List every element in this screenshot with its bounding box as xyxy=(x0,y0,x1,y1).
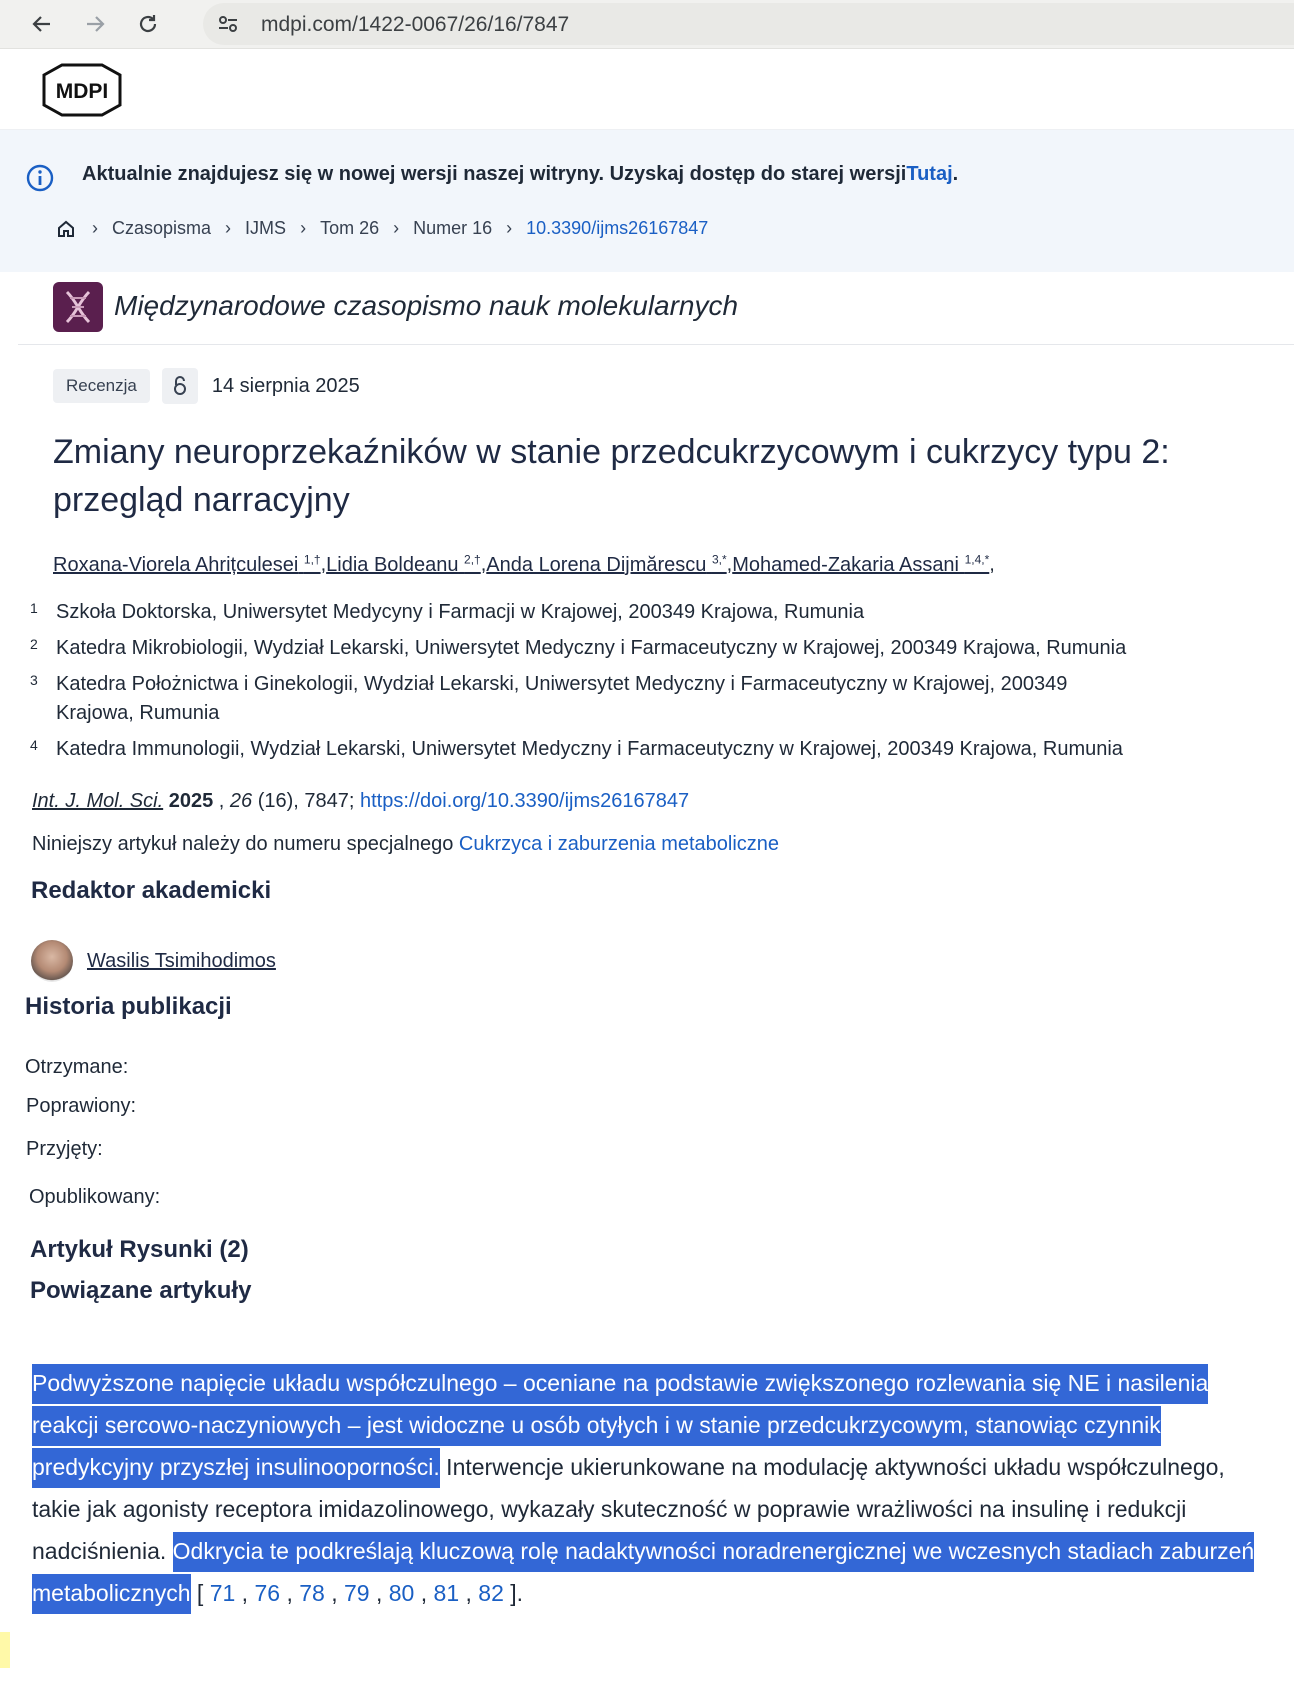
article-title: Zmiany neuroprzekaźników w stanie przedcukrzycowym i cukrzycy typu 2: przegląd narracyjny xyxy=(53,433,1170,519)
chevron-right-icon: › xyxy=(300,218,307,238)
history-published: Opublikowany: xyxy=(29,1186,161,1208)
selected-text: Podwyższone napięcie układu współczulnego – oceniane na podstawie zwiększonego rozlewania się NE i nasilenia reakcji sercowo-naczyniowych – jest widoczne u osób otyłych i w stanie przedcukrzycowym, stanowiąc czynnik predykcyjny przyszłej insulinooporności. xyxy=(32,1364,1208,1488)
breadcrumb-journals[interactable]: Czasopisma xyxy=(112,218,212,238)
affiliation-item: 4 Katedra Immunologii, Wydział Lekarski, Uniwersytet Medyczny i Farmaceutyczny w Krajowej, 200349 Krajowa, Rumunia xyxy=(30,737,1123,760)
publication-date: 14 sierpnia 2025 xyxy=(211,374,360,397)
notice-text: Aktualnie znajdujesz się w nowej wersji naszej witryny. Uzyskaj dostęp do starej wersjiTutaj. xyxy=(82,163,959,185)
forward-button[interactable] xyxy=(79,8,111,40)
affiliation-item: 1 Szkoła Doktorska, Uniwersytet Medycyny i Farmacji w Krajowej, 200349 Krajowa, Rumunia xyxy=(30,600,865,623)
reference-link[interactable]: 79 xyxy=(344,1580,370,1606)
history-accepted: Przyjęty: xyxy=(26,1138,103,1160)
breadcrumb-volume[interactable]: Tom 26 xyxy=(320,218,380,238)
site-settings-icon[interactable] xyxy=(217,13,239,40)
editor-name-link[interactable]: Wasilis Tsimihodimos xyxy=(87,949,276,972)
article-figures-link[interactable]: Artykuł Rysunki (2) xyxy=(30,1236,249,1263)
author-link[interactable]: Lidia Boldeanu $^{2,\dagger}$ xyxy=(326,552,481,576)
side-marker xyxy=(0,1632,10,1668)
browser-toolbar xyxy=(0,0,1294,49)
reference-link[interactable]: 76 xyxy=(254,1580,281,1606)
reload-button[interactable] xyxy=(132,8,164,40)
reference-link[interactable]: 80 xyxy=(388,1580,415,1606)
url-text[interactable]: mdpi.com/1422-0067/26/16/7847 xyxy=(261,13,570,36)
breadcrumb-ijms[interactable]: IJMS xyxy=(245,218,287,238)
chevron-right-icon: › xyxy=(506,218,513,238)
body-paragraph: Podwyższone napięcie układu współczulnego – oceniane na podstawie zwiększonego rozlewania się NE i nasilenia reakcji sercowo-naczyniowych – jest widoczne u osób otyłych i w stanie przedcukrzycowym, stanowiąc czynnik predykcyjny przyszłej insulinooporności. Interwencje ukierunkowane na modulację aktywności układu współczulnego, takie jak agonisty receptora imidazolinowego, wykazały skuteczność w poprawie wrażliwości na insulinę i redukcji nadciśnienia. Odkrycia te podkreślają kluczową rolę nadaktywności noradrenergicznej we wczesnych stadiach zaburzeń metabolicznych [ 71 , 76 , 78 , 79 , 80 , 81 , 82 ]. xyxy=(32,1362,1272,1614)
reload-icon xyxy=(137,13,159,35)
breadcrumb xyxy=(56,218,708,239)
home-icon[interactable] xyxy=(56,219,76,239)
site-header xyxy=(0,49,1294,130)
citation-line: Int. J. Mol. Sci. 2025 , 26 (16), 7847; https://doi.org/10.3390/ijms26167847 xyxy=(32,790,690,812)
editor-row xyxy=(31,940,276,982)
history-revised: Poprawiony: xyxy=(26,1095,137,1117)
affiliation-item: 2 Katedra Mikrobiologii, Wydział Lekarski, Uniwersytet Medyczny i Farmaceutyczny w Krajowej, 200349 Krajowa, Rumunia xyxy=(30,636,1127,659)
article-type-badge: Recenzja xyxy=(53,369,150,403)
special-issue-link[interactable]: Cukrzyca i zaburzenia metaboliczne xyxy=(458,833,780,855)
special-issue-line: Niniejszy artykuł należy do numeru specjalnego Cukrzyca i zaburzenia metaboliczne xyxy=(32,833,780,855)
journal-name[interactable]: Międzynarodowe czasopismo nauk molekularnych xyxy=(114,290,739,321)
author-link[interactable]: Anda Lorena Dijmărescu $^{3,*}$ xyxy=(486,552,727,576)
back-button[interactable] xyxy=(26,8,58,40)
affiliations xyxy=(28,598,1278,771)
dna-icon[interactable] xyxy=(53,282,103,332)
article-meta-tags xyxy=(53,368,360,404)
reference-link[interactable]: 71 xyxy=(209,1580,236,1606)
chevron-right-icon: › xyxy=(92,218,98,238)
publication-history-heading: Historia publikacji xyxy=(25,993,232,1020)
affiliation-item: 3 Katedra Położnictwa i Ginekologii, Wydział Lekarski, Uniwersytet Medyczny i Farmaceutyczny w Krajowej, 200349 Krajowa, Rumunia xyxy=(30,672,1068,724)
reference-link[interactable]: 82 xyxy=(478,1580,504,1606)
journal-bar xyxy=(18,272,1294,345)
journal-abbrev-link[interactable]: Int. J. Mol. Sci. xyxy=(32,790,164,812)
academic-editor-heading: Redaktor akademicki xyxy=(31,877,272,904)
svg-text:MDPI: MDPI xyxy=(55,80,109,103)
mdpi-logo[interactable] xyxy=(40,61,124,122)
breadcrumb-doi[interactable]: 10.3390/ijms26167847 xyxy=(526,218,709,238)
address-bar[interactable] xyxy=(203,3,1294,45)
author-list: Roxana-Viorela Ahrițculesei $^{1,\dagger}$,Lidia Boldeanu $^{2,\dagger}$,Anda Lorena Dijmărescu $^{3,*}$,Mohamed-Zakaria Assani $^{1,4,*}$, xyxy=(53,552,995,576)
author-link[interactable]: Mohamed-Zakaria Assani $^{1,4,*}$ xyxy=(732,552,990,576)
editor-avatar xyxy=(31,940,73,982)
open-access-icon xyxy=(162,368,198,404)
reference-link[interactable]: 78 xyxy=(299,1580,325,1606)
author-link[interactable]: Roxana-Viorela Ahrițculesei $^{1,\dagger}$ xyxy=(53,552,321,576)
history-received: Otrzymane: xyxy=(25,1056,129,1078)
info-icon xyxy=(26,164,54,197)
doi-link[interactable]: https://doi.org/10.3390/ijms26167847 xyxy=(360,790,690,812)
reference-link[interactable]: 81 xyxy=(433,1580,460,1606)
selected-text: Odkrycia te podkreślają kluczową rolę nadaktywności noradrenergicznej we wczesnych stadiach zaburzeń metabolicznych xyxy=(32,1532,1254,1614)
version-notice xyxy=(0,130,1294,272)
arrow-left-icon xyxy=(31,13,53,35)
related-articles-link[interactable]: Powiązane artykuły xyxy=(30,1277,252,1304)
arrow-right-icon xyxy=(84,13,106,35)
breadcrumb-issue[interactable]: Numer 16 xyxy=(413,218,493,238)
old-version-link[interactable]: Tutaj xyxy=(906,163,953,185)
chevron-right-icon: › xyxy=(225,218,232,238)
chevron-right-icon: › xyxy=(393,218,400,238)
